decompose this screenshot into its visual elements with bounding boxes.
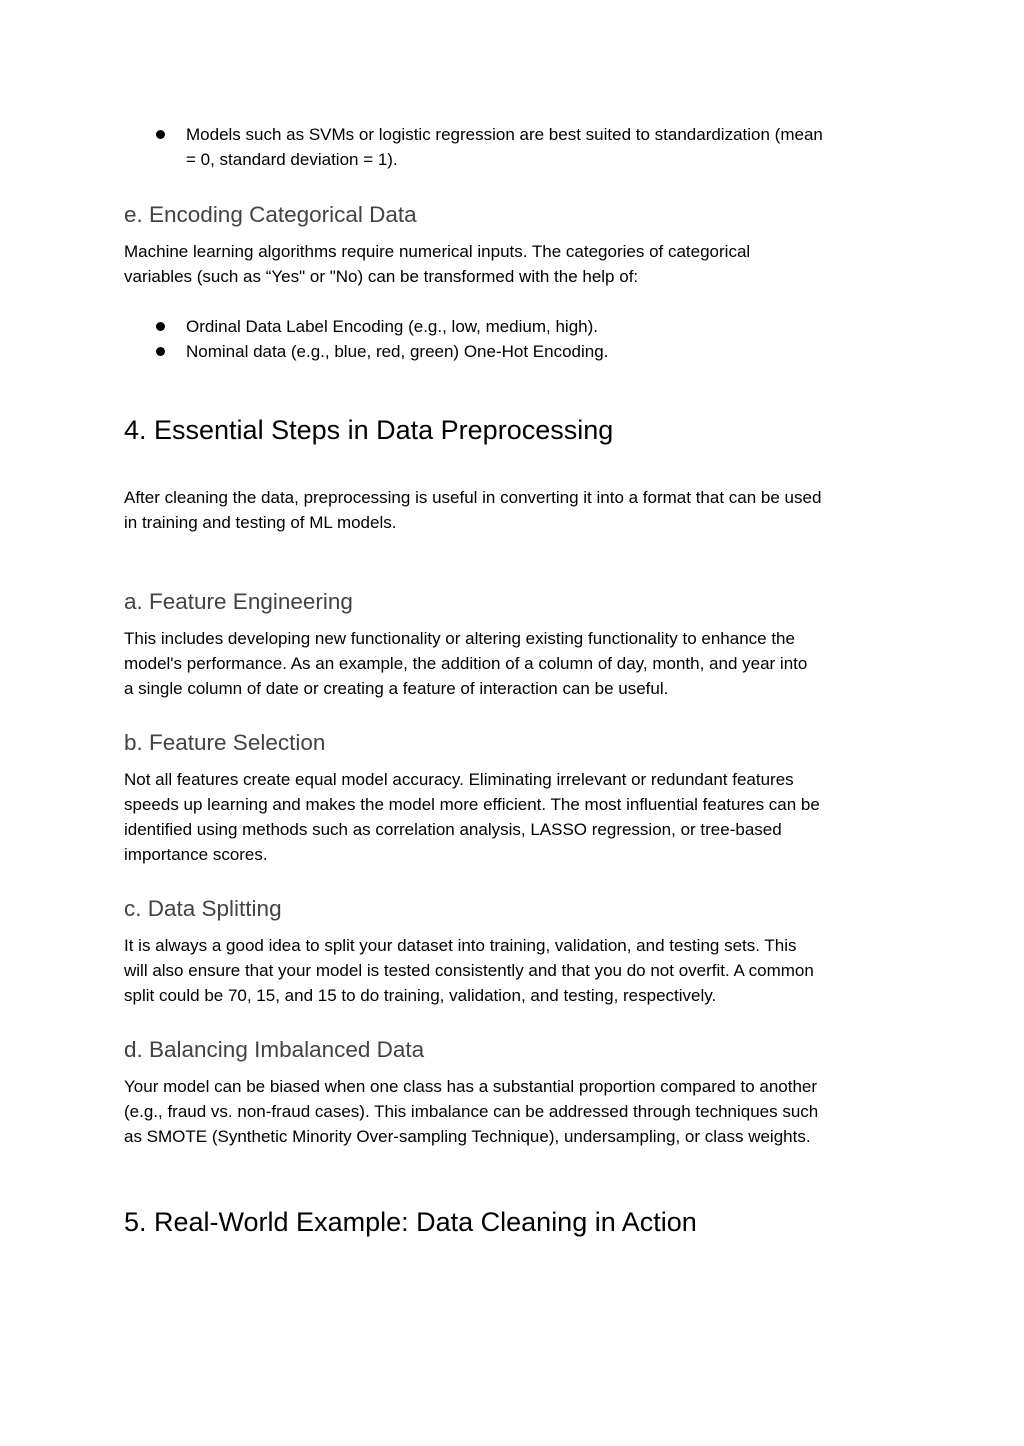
paragraph-line: in training and testing of ML models. (124, 513, 397, 532)
heading-data-splitting: c. Data Splitting (124, 896, 282, 921)
paragraph-line: Not all features create equal model accuracy. Eliminating irrelevant or redundant features (124, 770, 794, 789)
paragraph-line: After cleaning the data, preprocessing is useful in converting it into a format that can be used (124, 488, 822, 507)
bullet-dot-icon (156, 130, 165, 139)
bullet-list-encoding (124, 314, 924, 364)
heading-balancing-imbalanced-data: d. Balancing Imbalanced Data (124, 1037, 425, 1062)
bullet-dot-icon (156, 347, 165, 356)
paragraph-line: identified using methods such as correlation analysis, LASSO regression, or tree-based (124, 820, 782, 839)
list-item (124, 314, 924, 339)
paragraph-line: split could be 70, 15, and 15 to do training, validation, and testing, respectively. (124, 986, 717, 1005)
paragraph-line: speeds up learning and makes the model more efficient. The most influential features can be (124, 795, 820, 814)
paragraph-data-splitting (124, 933, 924, 1008)
list-item-line: Models such as SVMs or logistic regression are best suited to standardization (mean (186, 125, 823, 144)
paragraph-line: importance scores. (124, 845, 268, 864)
list-item-text: Nominal data (e.g., blue, red, green) One-Hot Encoding. (186, 342, 609, 361)
list-item-line: = 0, standard deviation = 1). (186, 150, 398, 169)
list-item (124, 339, 924, 364)
paragraph-line: as SMOTE (Synthetic Minority Over-sampling Technique), undersampling, or class weights. (124, 1127, 811, 1146)
paragraph-line: variables (such as “Yes" or "No) can be transformed with the help of: (124, 267, 639, 286)
paragraph-line: (e.g., fraud vs. non-fraud cases). This imbalance can be addressed through techniques such (124, 1102, 819, 1121)
heading-essential-steps: 4. Essential Steps in Data Preprocessing (124, 415, 614, 445)
list-item-text: Ordinal Data Label Encoding (e.g., low, medium, high). (186, 317, 599, 336)
paragraph-feature-engineering (124, 626, 924, 701)
bullet-dot-icon (156, 322, 165, 331)
paragraph-feature-selection (124, 767, 924, 867)
heading-feature-engineering: a. Feature Engineering (124, 589, 353, 614)
heading-encoding-categorical-data: e. Encoding Categorical Data (124, 202, 417, 227)
paragraph-line: Machine learning algorithms require numerical inputs. The categories of categorical (124, 242, 751, 261)
heading-real-world-example: 5. Real-World Example: Data Cleaning in Action (124, 1207, 697, 1237)
paragraph-line: will also ensure that your model is tested consistently and that you do not overfit. A common (124, 961, 814, 980)
paragraph-balancing (124, 1074, 924, 1149)
bullet-list-scaling (124, 122, 924, 172)
paragraph-line: It is always a good idea to split your dataset into training, validation, and testing sets. This (124, 936, 797, 955)
heading-feature-selection: b. Feature Selection (124, 730, 326, 755)
paragraph-line: model's performance. As an example, the addition of a column of day, month, and year into (124, 654, 808, 673)
paragraph-line: a single column of date or creating a feature of interaction can be useful. (124, 679, 669, 698)
list-item (124, 122, 924, 172)
paragraph-line: Your model can be biased when one class has a substantial proportion compared to another (124, 1077, 818, 1096)
paragraph-line: This includes developing new functionality or altering existing functionality to enhance the (124, 629, 795, 648)
paragraph-preprocessing (124, 485, 924, 535)
paragraph-encoding (124, 239, 924, 289)
